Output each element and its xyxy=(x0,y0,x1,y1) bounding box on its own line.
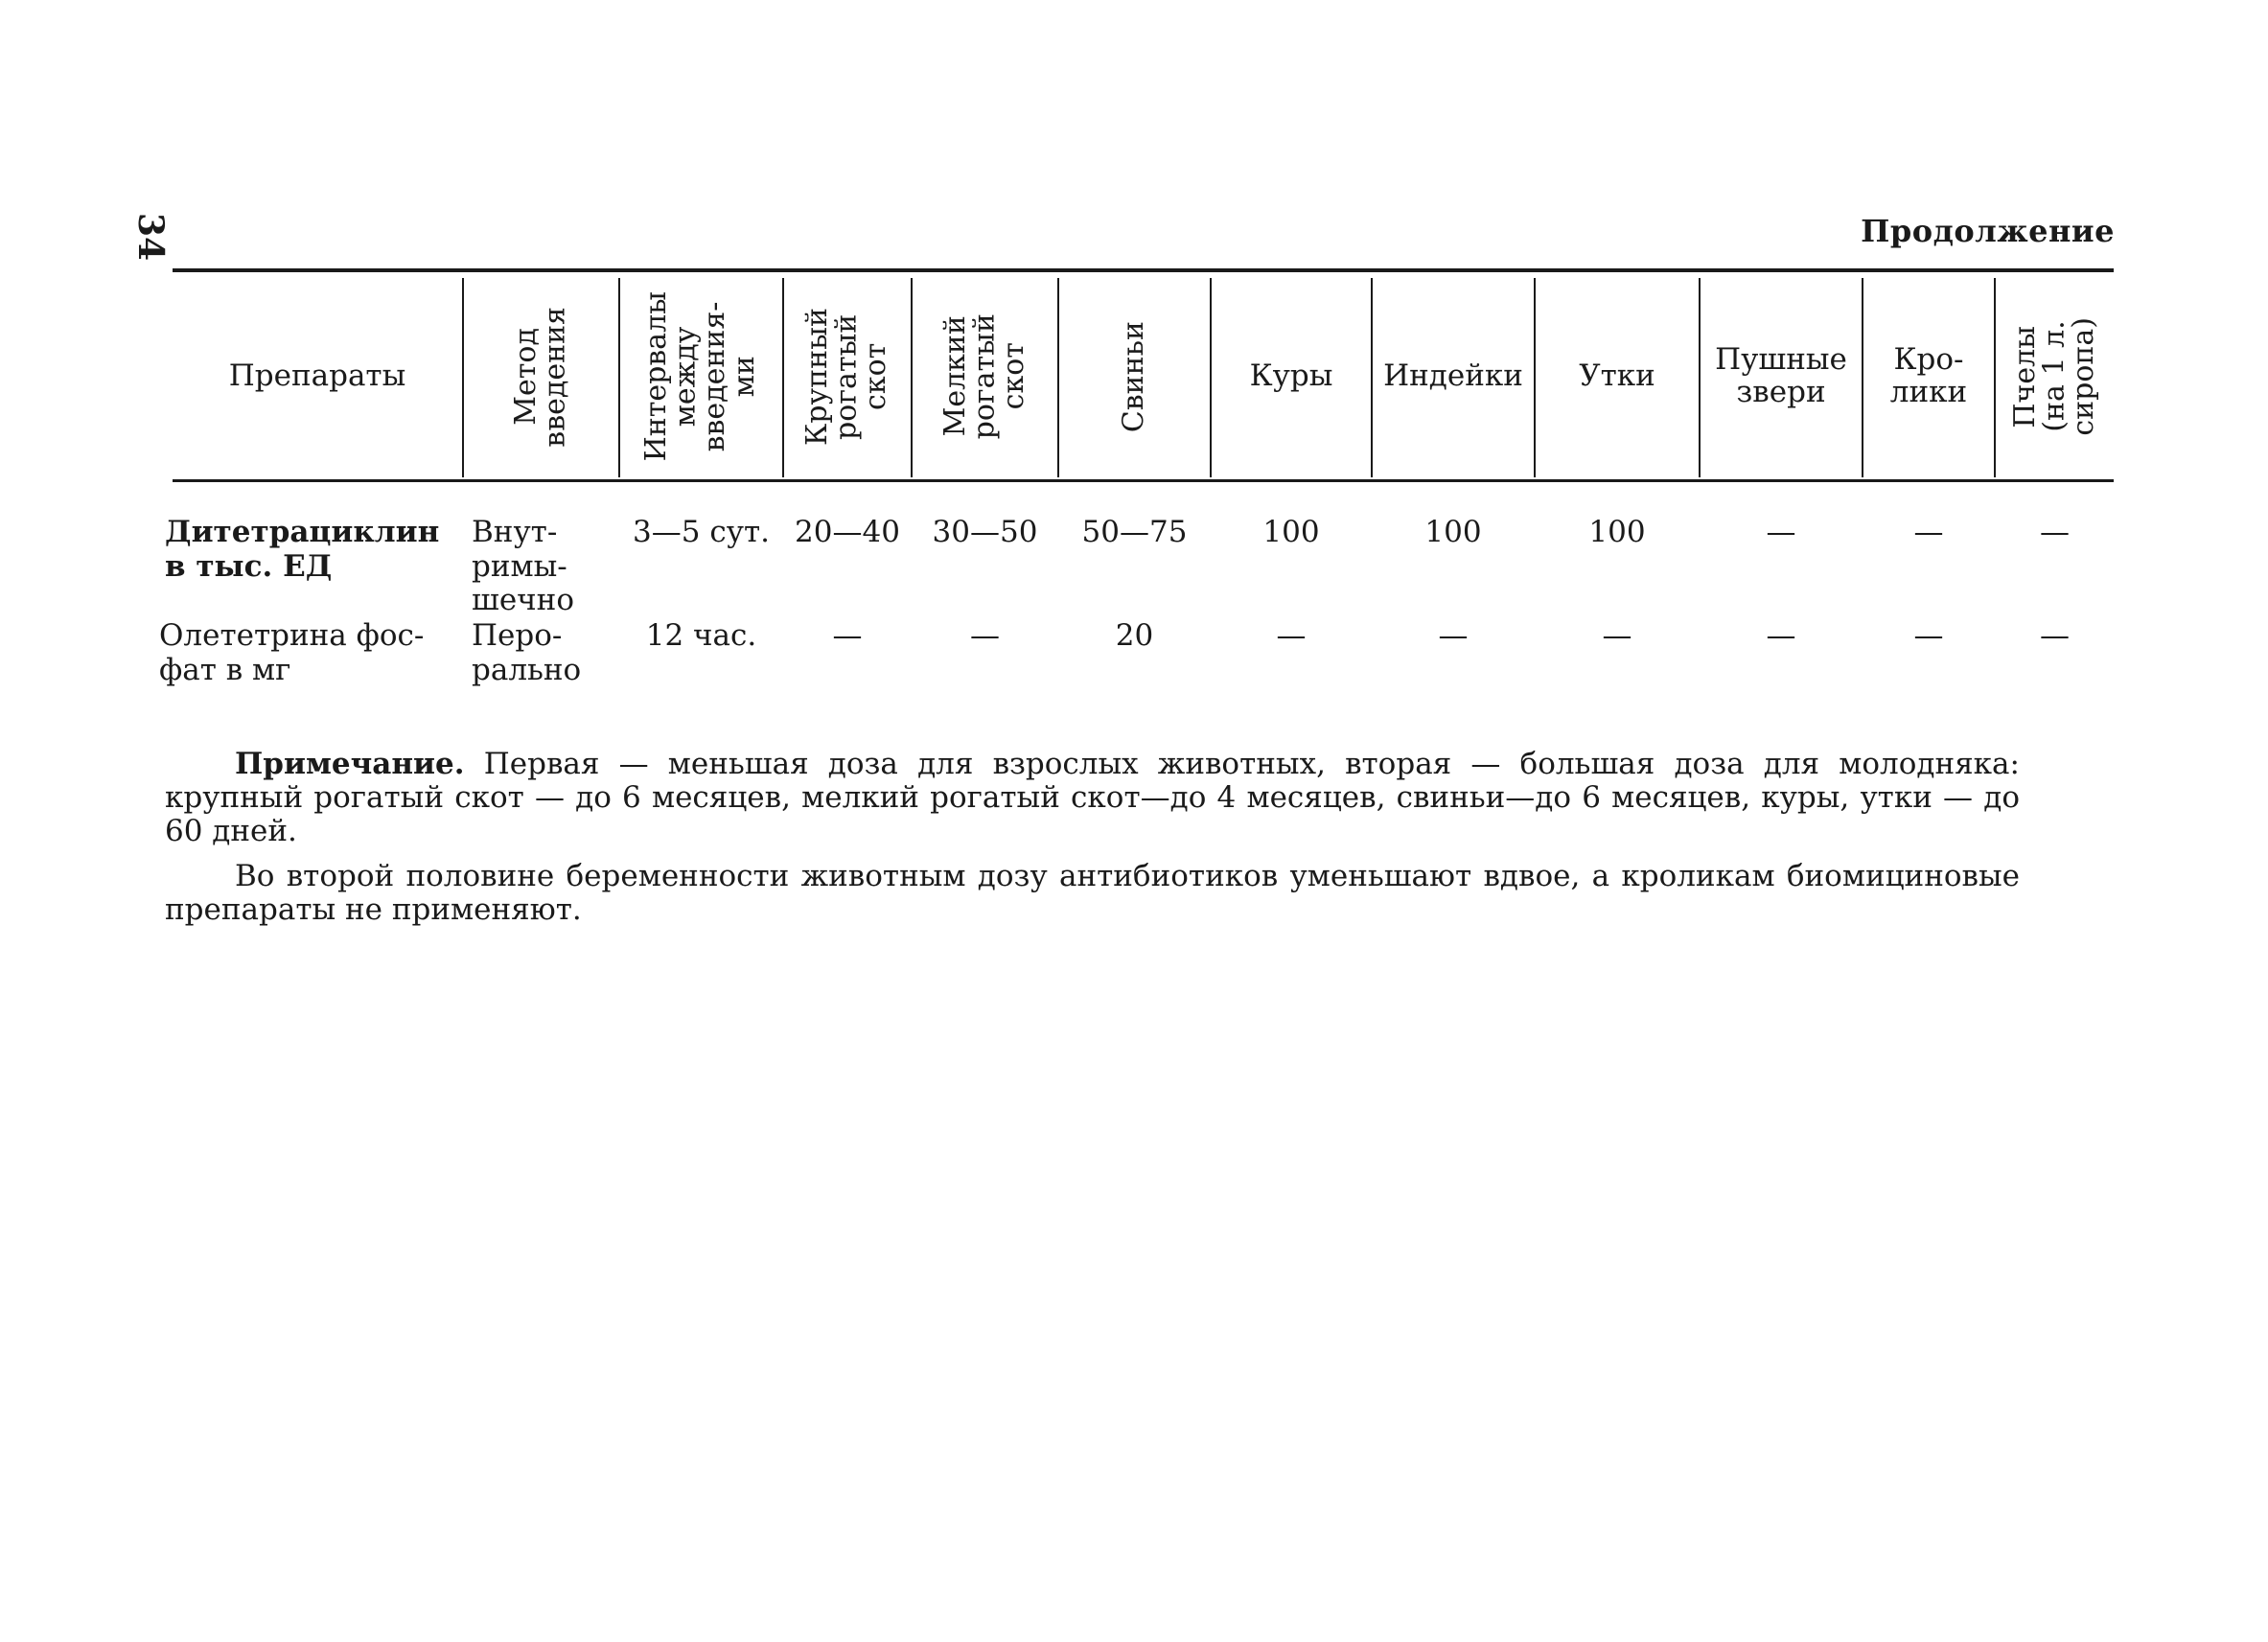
row-interval: 12 час. xyxy=(645,618,757,653)
row-method: Перо- рально xyxy=(472,618,582,687)
note-title: Примечание. xyxy=(235,747,465,781)
header-cattle: Крупный рогатый скот xyxy=(800,308,893,446)
row-bees: — xyxy=(2040,618,2070,653)
header-ducks: Утки xyxy=(1579,358,1655,393)
row-small-cattle: 30—50 xyxy=(932,515,1038,549)
row-chickens: — xyxy=(1276,618,1307,653)
table-header-rule xyxy=(173,479,2114,482)
header-preparations: Препараты xyxy=(228,358,406,393)
row-turkeys: — xyxy=(1438,618,1469,653)
note-text: Во второй половине беременности животным дозу антибиотиков уменьшают вдвое, а кроликам биомициновые препараты не применяют. xyxy=(165,859,2020,928)
row-method: Внут- римы- шечно xyxy=(472,515,574,618)
row-turkeys: 100 xyxy=(1424,515,1482,549)
row-preparation: Олететрина фос- фат в мг xyxy=(159,618,425,687)
header-turkeys: Индейки xyxy=(1383,358,1523,393)
header-small-cattle: Мелкий рогатый скот xyxy=(937,313,1030,440)
note-paragraph xyxy=(165,748,2020,848)
note-text: Первая — меньшая доза для взрослых животных, вторая — большая доза для молодняка: крупный рогатый скот — до 6 месяцев, мелкий рогатый скот—до 4 месяцев, свиньи—до 6 месяцев, куры, утки — до 60 дней. xyxy=(165,747,2020,849)
row-ducks: 100 xyxy=(1588,515,1646,549)
header-method: Метод введения xyxy=(508,306,572,448)
row-rabbits: — xyxy=(1913,618,1944,653)
row-cattle: 20—40 xyxy=(795,515,900,549)
header-pigs: Свиньи xyxy=(1117,320,1151,433)
row-interval: 3—5 сут. xyxy=(633,515,770,549)
note-paragraph xyxy=(165,860,2020,927)
table-note xyxy=(165,748,2020,927)
row-ducks: — xyxy=(1602,618,1632,653)
row-fur-animals: — xyxy=(1766,515,1796,549)
header-chickens: Куры xyxy=(1249,358,1333,393)
continuation-label: Продолжение xyxy=(1861,213,2115,249)
row-chickens: 100 xyxy=(1262,515,1320,549)
row-fur-animals: — xyxy=(1766,618,1796,653)
header-intervals: Интервалы между введения- ми xyxy=(639,291,762,462)
row-small-cattle: — xyxy=(970,618,1000,653)
header-fur-animals: Пушные звери xyxy=(1715,341,1847,409)
header-bees: Пчелы (на 1 л. сиропа) xyxy=(2007,317,2100,436)
row-pigs: 20 xyxy=(1115,618,1154,653)
row-pigs: 50—75 xyxy=(1081,515,1188,549)
row-rabbits: — xyxy=(1913,515,1944,549)
row-bees: — xyxy=(2040,515,2070,549)
header-rabbits: Кро- лики xyxy=(1889,341,1968,409)
row-cattle: — xyxy=(832,618,863,653)
row-preparation: Дитетрациклин в тыс. ЕД xyxy=(165,515,440,584)
page-number: 34 xyxy=(130,213,171,262)
